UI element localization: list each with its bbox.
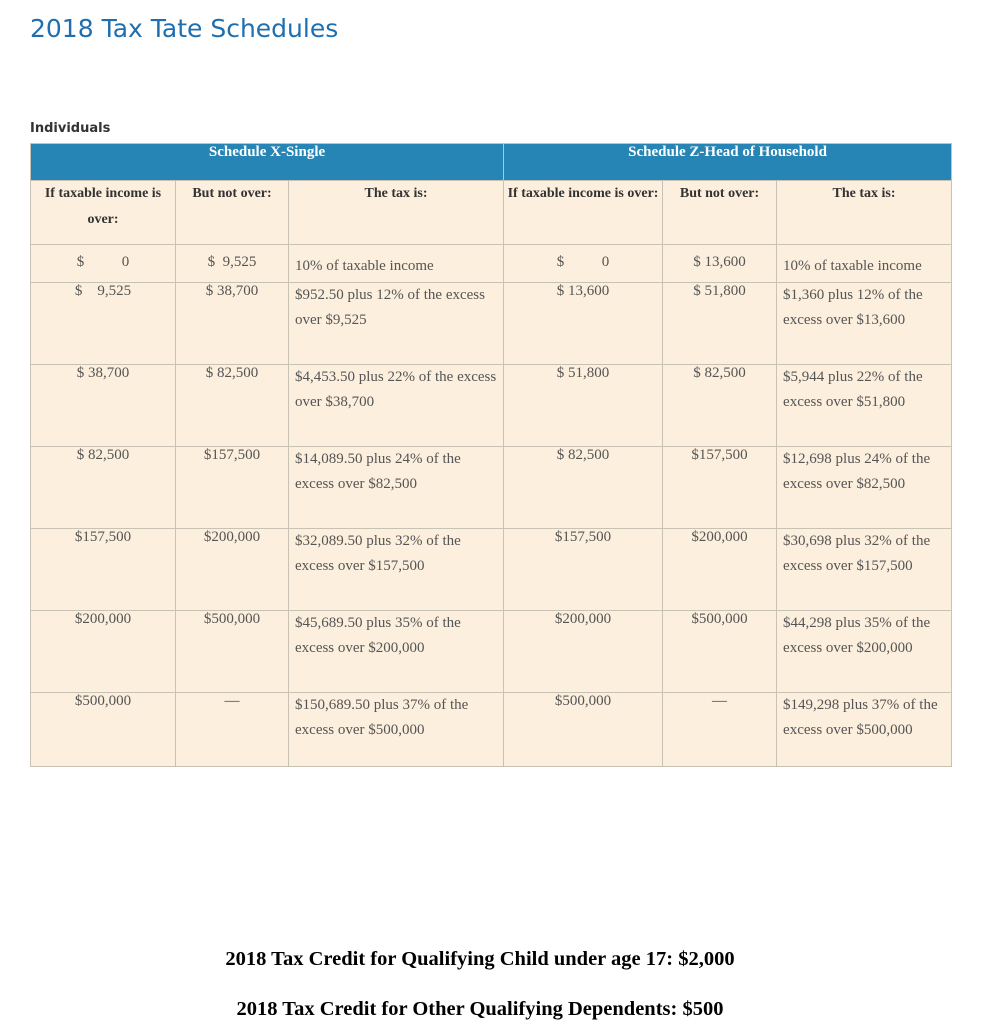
cell-not-over: $ 82,500	[663, 365, 777, 447]
cell-income-over: $200,000	[31, 611, 176, 693]
table-row	[31, 245, 952, 283]
cell-income-over: $ 51,800	[504, 365, 663, 447]
cell-tax: $150,689.50 plus 37% of the excess over $500,000	[289, 693, 504, 767]
cell-tax: $30,698 plus 32% of the excess over $157,500	[777, 529, 952, 611]
cell-not-over: $157,500	[176, 447, 289, 529]
tax-schedule-table	[30, 143, 952, 767]
cell-tax: $14,089.50 plus 24% of the excess over $82,500	[289, 447, 504, 529]
cell-not-over: $ 82,500	[176, 365, 289, 447]
cell-not-over: $157,500	[663, 447, 777, 529]
cell-income-over: $500,000	[504, 693, 663, 767]
table-row	[31, 365, 952, 447]
cell-tax: 10% of taxable income	[777, 245, 952, 283]
schedule-z-header: Schedule Z-Head of Household	[504, 144, 952, 181]
cell-income-over: $ 0	[504, 245, 663, 283]
cell-income-over: $200,000	[504, 611, 663, 693]
schedule-x-header: Schedule X-Single	[31, 144, 504, 181]
cell-income-over: $157,500	[31, 529, 176, 611]
col-header-tax: The tax is:	[777, 181, 952, 245]
cell-not-over: $200,000	[663, 529, 777, 611]
cell-not-over: $ 51,800	[663, 283, 777, 365]
col-header-tax: The tax is:	[289, 181, 504, 245]
cell-not-over: $ 38,700	[176, 283, 289, 365]
cell-not-over: $500,000	[663, 611, 777, 693]
dependent-tax-credit-note: 2018 Tax Credit for Other Qualifying Dependents: $500	[236, 998, 724, 1020]
cell-not-over: $ 13,600	[663, 245, 777, 283]
cell-income-over: $ 0	[31, 245, 176, 283]
cell-tax: $149,298 plus 37% of the excess over $500,000	[777, 693, 952, 767]
cell-income-over: $ 38,700	[31, 365, 176, 447]
cell-tax: $44,298 plus 35% of the excess over $200,000	[777, 611, 952, 693]
table-row	[31, 283, 952, 365]
col-header-not-over: But not over:	[663, 181, 777, 245]
section-label: Individuals	[30, 121, 111, 136]
cell-tax: $45,689.50 plus 35% of the excess over $200,000	[289, 611, 504, 693]
table-row	[31, 447, 952, 529]
cell-income-over: $157,500	[504, 529, 663, 611]
cell-not-over: $500,000	[176, 611, 289, 693]
cell-tax: $1,360 plus 12% of the excess over $13,600	[777, 283, 952, 365]
cell-not-over: $ 9,525	[176, 245, 289, 283]
cell-tax: $5,944 plus 22% of the excess over $51,800	[777, 365, 952, 447]
cell-tax: $32,089.50 plus 32% of the excess over $157,500	[289, 529, 504, 611]
table-row	[31, 611, 952, 693]
col-header-income-over: If taxable income is over:	[31, 181, 176, 245]
page-title: 2018 Tax Tate Schedules	[30, 14, 339, 43]
cell-income-over: $ 9,525	[31, 283, 176, 365]
table-row	[31, 693, 952, 767]
cell-tax: $4,453.50 plus 22% of the excess over $38,700	[289, 365, 504, 447]
cell-income-over: $500,000	[31, 693, 176, 767]
col-header-income-over: If taxable income is over:	[504, 181, 663, 245]
cell-tax: $952.50 plus 12% of the excess over $9,525	[289, 283, 504, 365]
cell-not-over: $200,000	[176, 529, 289, 611]
col-header-not-over: But not over:	[176, 181, 289, 245]
cell-tax: 10% of taxable income	[289, 245, 504, 283]
cell-income-over: $ 13,600	[504, 283, 663, 365]
table-row	[31, 529, 952, 611]
cell-income-over: $ 82,500	[31, 447, 176, 529]
cell-not-over: —	[663, 693, 777, 767]
cell-tax: $12,698 plus 24% of the excess over $82,500	[777, 447, 952, 529]
cell-income-over: $ 82,500	[504, 447, 663, 529]
child-tax-credit-note: 2018 Tax Credit for Qualifying Child under age 17: $2,000	[225, 948, 735, 970]
cell-not-over: —	[176, 693, 289, 767]
